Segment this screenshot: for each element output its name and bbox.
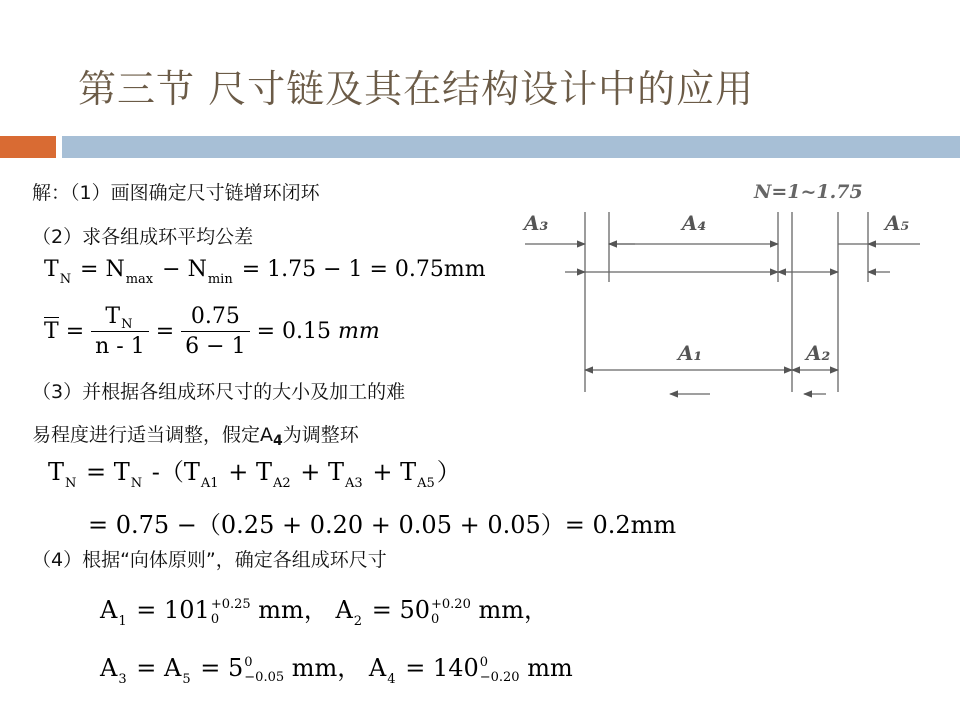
dim-a2: A [335,596,353,624]
eq3-t1: T [183,458,200,486]
eq1-Nmax: N [105,257,125,282]
eq3-eqN: N [130,476,143,491]
eq3-t1-sub: A1 [200,476,219,491]
dim-a2-base: = 50 [371,596,430,624]
eq3-paren-close: ） [436,458,461,486]
dim-a1-upper: +0.25 [210,596,251,612]
accent-bar-blue [62,136,960,158]
eq2-unit: mm [338,319,380,344]
dim-a3-sub: 3 [118,672,127,687]
step-3-pre: 易程度进行适当调整，假定A [32,424,273,446]
eq1-max-sub: max [125,272,154,287]
accent-bar-orange [0,136,56,158]
eq2-fraction-2 [181,304,249,359]
eq3-t3: T [328,458,345,486]
eq2-result: = 0.15 [256,319,331,344]
dim-a4-lower: −0.20 [479,669,520,685]
step-3-text-line1: （3）并根据各组成环尺寸的大小及加工的难 [32,381,406,403]
step-2-text: （2）求各组成环平均公差 [32,226,254,248]
dim-a3-lower: −0.05 [244,669,285,685]
eq2-Tbar: T [44,319,59,344]
dim-a1-limits [211,597,251,627]
eq3-t2-sub: A2 [272,476,291,491]
dimension-chain-diagram [510,170,950,410]
eq1-T: T [44,257,59,282]
eq3-paren-open: -（ [151,458,184,486]
dimension-line-a1-a2 [100,590,548,627]
eq2-fraction-1 [91,304,149,359]
step-3-text-line2 [32,420,359,447]
step-1-text: 解：（1）画图确定尺寸链增环闭环 [32,182,320,204]
dim-a3-unit: mm， [291,654,362,682]
dim-a4-base: = 140 [405,654,479,682]
dim-a5-sub: 5 [182,672,191,687]
eq1-rhs: = 1.75 − 1 = 0.75mm [241,257,486,282]
eq3-t2: T [255,458,272,486]
equation-adjust: $T_N = T_N$ $-(T_{A1} + T_{A2} + T_{A3} + T_{A5})$ [48,458,461,491]
dim-a3: A [100,654,118,682]
equation-tn: $T_N = N_{max} - N_{min} = 1.75 - 1 = 0.75mm$ [44,257,486,287]
equation-result: = 0.75 −（0.25 + 0.20 + 0.05 + 0.05）= 0.2mm [88,511,677,539]
dim-a1-sub: 1 [118,614,127,629]
dim-a2-sub: 2 [353,614,363,629]
eq3-eqT: = T [86,458,130,486]
dim-a4-limits [480,655,520,685]
slide-title: 第三节 尺寸链及其在结构设计中的应用 [78,67,755,111]
dim-a3-eq: = A [136,654,182,682]
dim-a4: A [368,654,387,682]
dim-a2-lower: 0 [431,611,440,627]
label-a1: A₁ [678,341,703,365]
equation-average-tolerance: T = $\frac{T_N}{n - 1}$ = $\frac{0.75}{6 - 1}$ = 0.15 mm [44,304,380,359]
label-a3: A₃ [524,211,549,235]
dim-a3-upper: 0 [244,654,253,670]
eq2-num2: 0.75 [181,304,249,332]
eq2-num1: T [105,304,121,329]
dim-a2-upper: +0.20 [431,596,471,612]
eq2-den2: 6 − 1 [185,334,246,359]
dim-a2-limits [431,597,471,627]
step-3-post: 为调整环 [282,424,359,446]
dimension-line-a3-a5-a4 [100,648,573,685]
label-a4: A₄ [682,211,707,235]
eq3-lhs-N: N [65,476,77,491]
eq3-lhs-T: T [48,458,65,486]
dim-a1-base: = 101 [136,596,210,624]
eq2-den1: n - 1 [95,334,145,359]
eq1-Nmin: N [187,257,207,282]
dim-a4-unit: mm [527,654,573,682]
label-a2: A₂ [806,341,831,365]
dim-a2-unit: mm， [478,596,548,624]
dim-a1: A [100,596,118,624]
dim-a1-lower: 0 [210,611,220,627]
step-3-sub: 4 [273,433,283,449]
eq3-t3-sub: A3 [345,476,363,491]
dim-a4-sub: 4 [387,672,396,687]
eq2-numsub: N [121,317,133,332]
dim-a4-upper: 0 [479,654,489,670]
eq3-t4: T [400,458,417,486]
eq1-min-sub: min [207,272,233,287]
eq3-t4-sub: A5 [417,476,435,491]
label-a5: A₅ [885,211,910,235]
eq1-T-sub: N [59,272,72,287]
dim-a1-unit: mm， [258,596,328,624]
diagram-caption: N=1~1.75 [754,181,863,203]
dim-a3-base: = 5 [200,654,244,682]
dim-a3-limits [244,655,284,685]
step-4-text: （4）根据“向体原则”，确定各组成环尺寸 [32,549,387,571]
